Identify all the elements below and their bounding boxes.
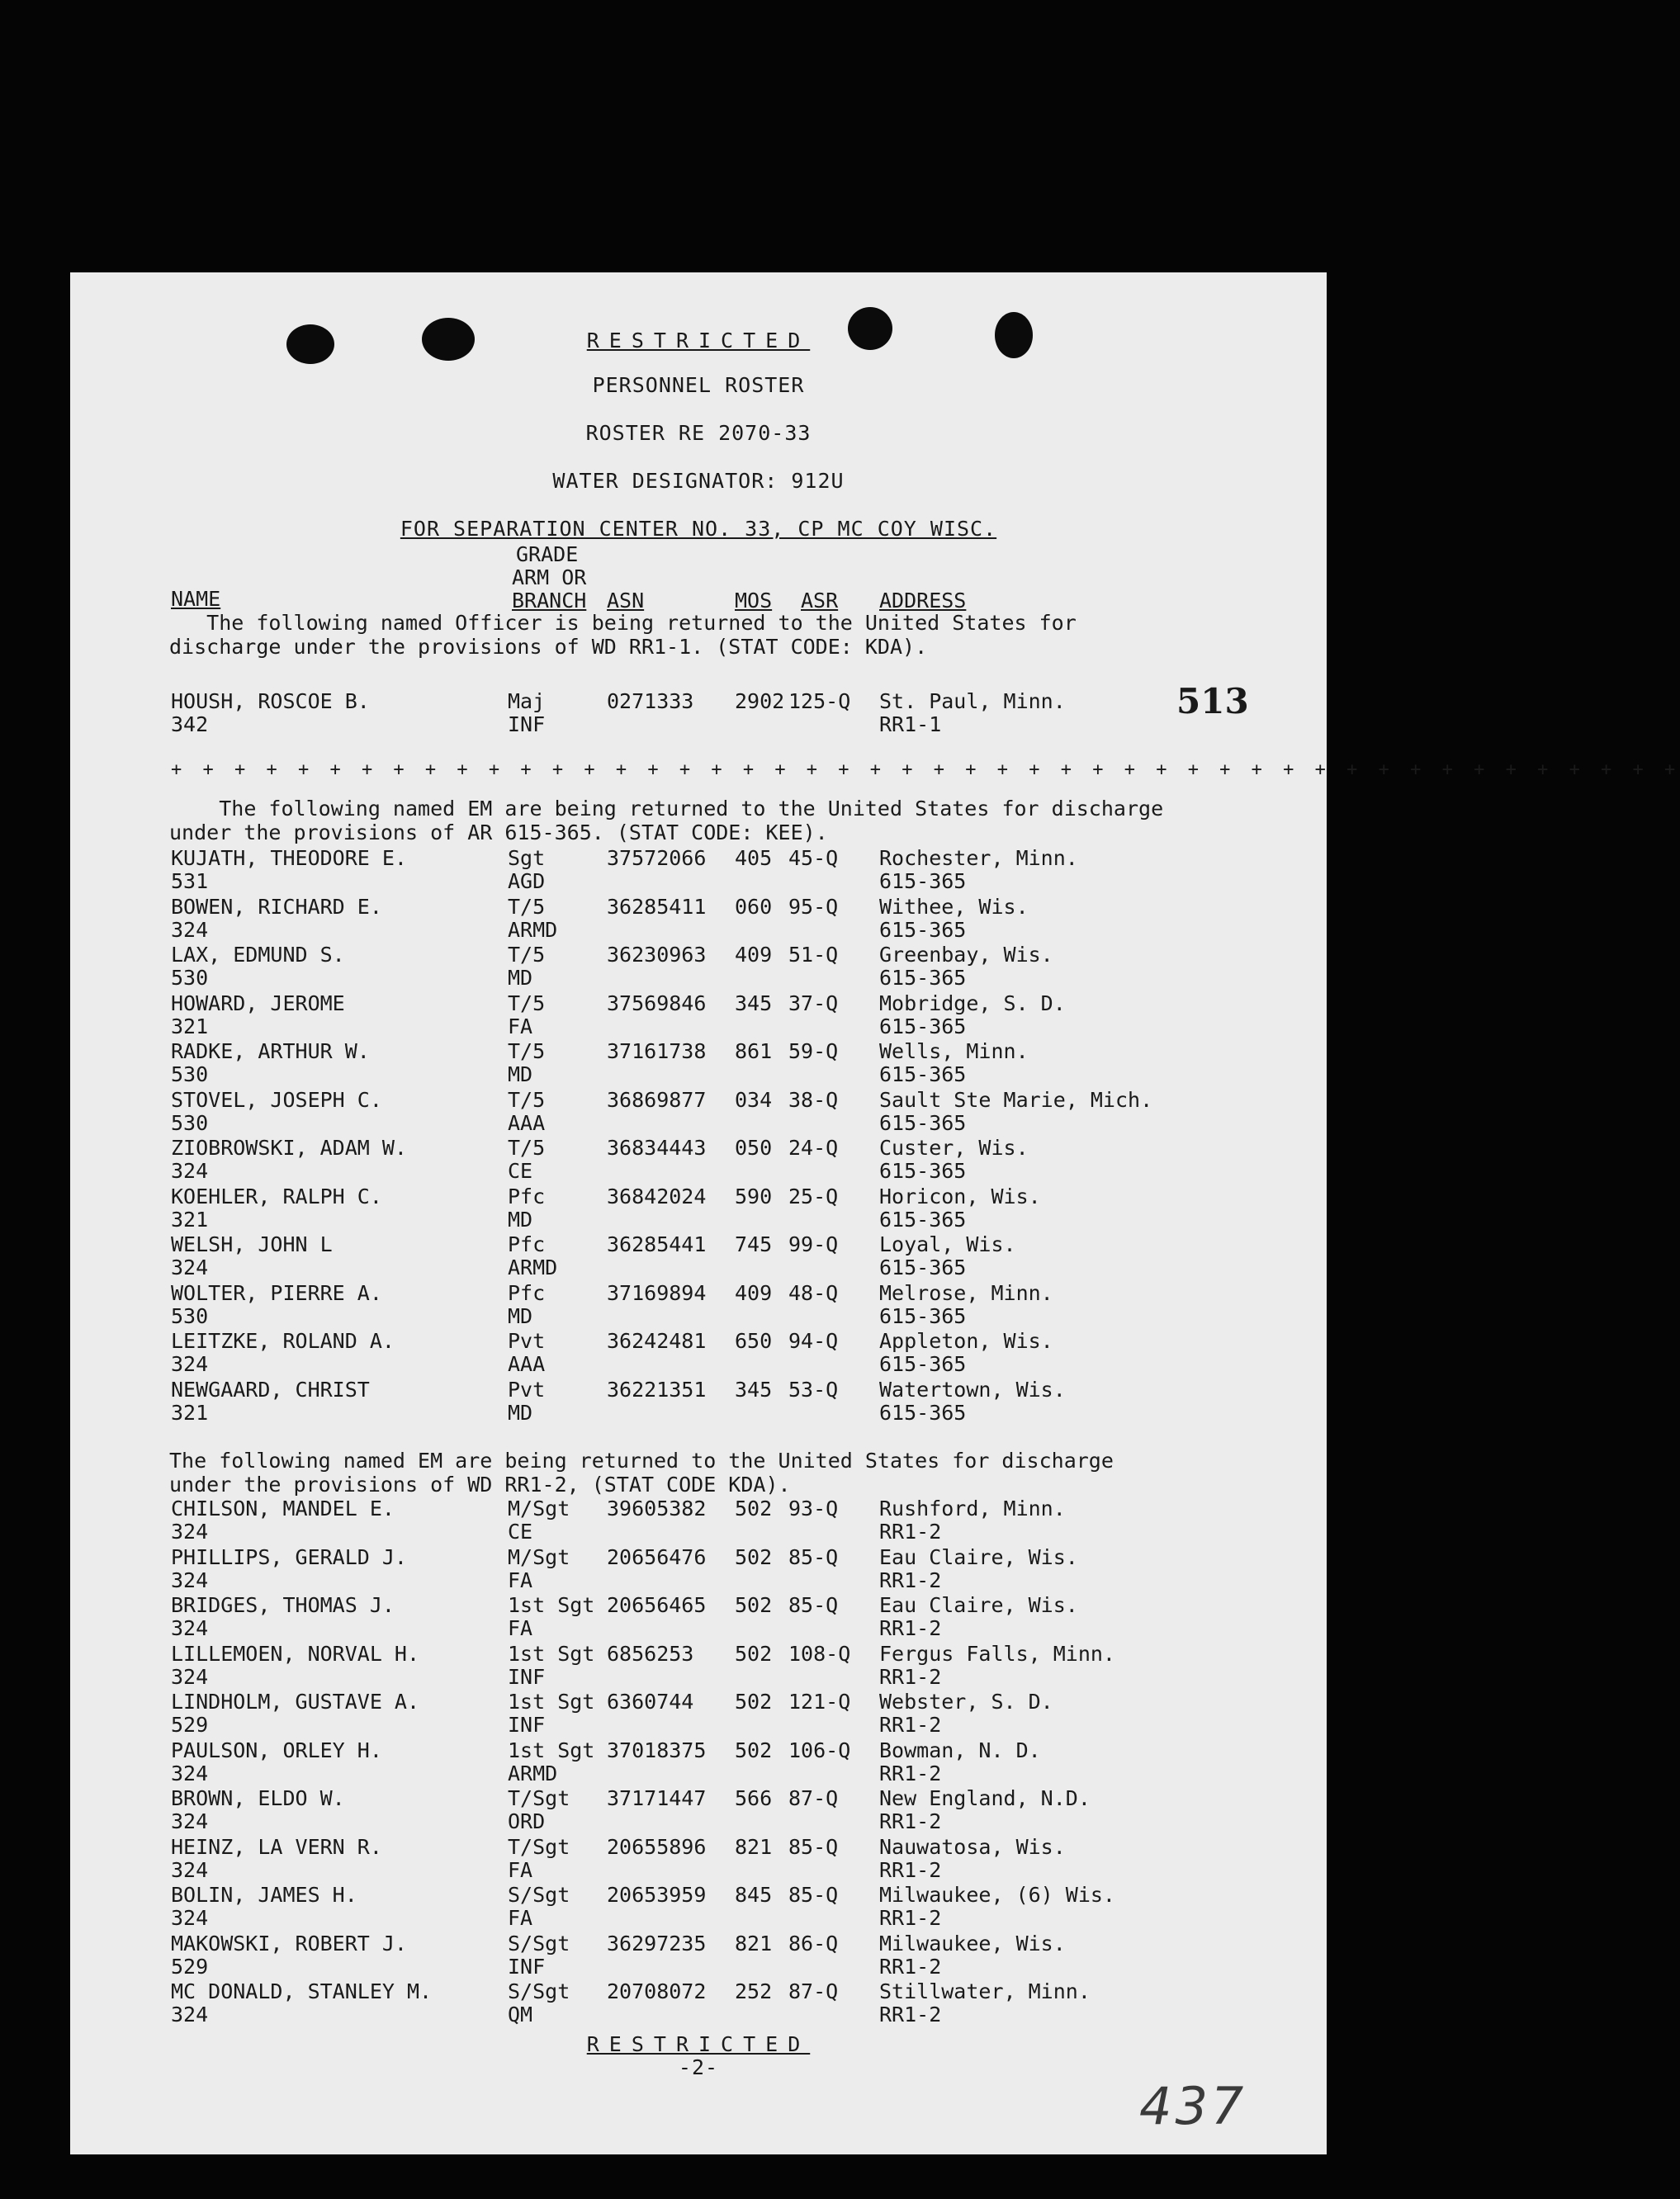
separation-center: FOR SEPARATION CENTER NO. 33, CP MC COY WISC. xyxy=(400,517,997,541)
roster-entry xyxy=(70,1593,1327,1641)
entry-grade: 1st Sgt xyxy=(508,1690,595,1714)
entry-address: New England, N.D. xyxy=(879,1786,1091,1810)
entry-asr: 108-Q xyxy=(788,1641,851,1666)
entry-code: 321 xyxy=(171,1014,209,1038)
entry-branch: FA xyxy=(508,1616,533,1640)
entry-grade: Pfc xyxy=(508,1232,546,1256)
entry-name: RADKE, ARTHUR W. xyxy=(171,1039,370,1063)
entry-code: 324 xyxy=(171,1520,209,1544)
entry-asn: 6360744 xyxy=(607,1690,694,1714)
entry-name: PHILLIPS, GERALD J. xyxy=(171,1544,407,1569)
entry-authority: 615-365 xyxy=(879,966,967,990)
roster-title: PERSONNEL ROSTER xyxy=(592,373,805,397)
roster-entry xyxy=(70,1136,1327,1184)
roster-number: ROSTER RE 2070-33 xyxy=(585,421,812,445)
entry-address: Wells, Minn. xyxy=(879,1039,1029,1063)
entry-asn: 36297235 xyxy=(607,1931,707,1955)
entry-authority: 615-365 xyxy=(879,1159,967,1183)
entry-asr: 95-Q xyxy=(788,894,839,919)
roster-entry xyxy=(70,689,1327,737)
entry-code: 531 xyxy=(171,869,209,893)
entry-asn: 36221351 xyxy=(607,1377,707,1402)
entry-mos: 502 xyxy=(735,1641,773,1666)
entry-address: Milwaukee, Wis. xyxy=(879,1931,1066,1955)
entry-mos: 502 xyxy=(735,1497,773,1520)
entry-name: LAX, EDMUND S. xyxy=(171,943,345,967)
entry-address: Horicon, Wis. xyxy=(879,1184,1041,1208)
entry-code: 530 xyxy=(171,1062,209,1086)
roster-entry xyxy=(70,1932,1327,1979)
column-arm-or: ARM OR xyxy=(512,565,587,589)
entry-authority: RR1-2 xyxy=(879,1857,942,1882)
entry-asn: 36242481 xyxy=(607,1329,707,1353)
entry-authority: RR1-2 xyxy=(879,1520,942,1544)
entry-address: Mobridge, S. D. xyxy=(879,991,1066,1015)
entry-code: 530 xyxy=(171,1303,209,1328)
handwritten-number: 437 xyxy=(1139,2076,1247,2136)
entry-grade: Pvt xyxy=(508,1377,546,1402)
entry-name: BOWEN, RICHARD E. xyxy=(171,894,382,919)
column-grade: GRADE xyxy=(516,542,579,566)
entry-branch: INF xyxy=(508,1954,546,1979)
entry-mos: 502 xyxy=(735,1544,773,1569)
entry-authority: RR1-2 xyxy=(879,2003,942,2026)
entry-asr: 86-Q xyxy=(788,1931,839,1955)
entry-code: 529 xyxy=(171,1954,209,1979)
officer-intro: The following named Officer is being returned to the United States for discharge under the provisions of WD RR1-1. (STAT CODE: KDA). xyxy=(169,611,1077,659)
entry-branch: INF xyxy=(508,712,546,736)
roster-entry xyxy=(70,1545,1327,1593)
entry-branch: FA xyxy=(508,1906,533,1930)
entry-name: WELSH, JOHN L xyxy=(171,1232,333,1256)
entry-mos: 821 xyxy=(735,1931,773,1955)
entry-asr: 106-Q xyxy=(788,1738,851,1762)
entry-asn: 37569846 xyxy=(607,991,707,1015)
entry-asr: 25-Q xyxy=(788,1184,839,1208)
column-mos: MOS xyxy=(735,589,773,612)
roster-entry xyxy=(70,1185,1327,1232)
entry-code: 530 xyxy=(171,1110,209,1135)
entry-grade: T/5 xyxy=(508,1039,546,1063)
entry-asr: 125-Q xyxy=(788,689,851,713)
entry-asn: 36285411 xyxy=(607,894,707,919)
entry-grade: Pfc xyxy=(508,1184,546,1208)
entry-mos: 502 xyxy=(735,1738,773,1762)
entry-mos: 252 xyxy=(735,1979,773,2003)
entry-asn: 36230963 xyxy=(607,943,707,967)
entry-name: KUJATH, THEODORE E. xyxy=(171,846,407,870)
entry-mos: 650 xyxy=(735,1329,773,1353)
entry-grade: Pfc xyxy=(508,1280,546,1305)
entry-asn: 0271333 xyxy=(607,689,694,713)
entry-address: Watertown, Wis. xyxy=(879,1377,1066,1402)
entry-grade: T/5 xyxy=(508,894,546,919)
entry-mos: 502 xyxy=(735,1593,773,1617)
entry-branch: ARMD xyxy=(508,917,558,942)
entry-asr: 87-Q xyxy=(788,1979,839,2003)
entry-grade: T/5 xyxy=(508,1087,546,1112)
entry-authority: 615-365 xyxy=(879,917,967,942)
entry-asr: 45-Q xyxy=(788,846,839,870)
column-address: ADDRESS xyxy=(879,589,967,612)
entry-name: HOUSH, ROSCOE B. xyxy=(171,689,370,713)
entry-code: 529 xyxy=(171,1713,209,1737)
entry-grade: Maj xyxy=(508,689,546,713)
entry-mos: 821 xyxy=(735,1834,773,1859)
roster-entry xyxy=(70,1497,1327,1544)
entry-branch: CE xyxy=(508,1159,533,1183)
entry-branch: ARMD xyxy=(508,1761,558,1785)
column-asn: ASN xyxy=(607,589,645,612)
entry-name: MC DONALD, STANLEY M. xyxy=(171,1979,433,2003)
roster-entry xyxy=(70,1232,1327,1280)
roster-entry xyxy=(70,1378,1327,1426)
entry-mos: 409 xyxy=(735,943,773,967)
entry-asr: 38-Q xyxy=(788,1087,839,1112)
entry-asr: 24-Q xyxy=(788,1136,839,1160)
entry-name: ZIOBROWSKI, ADAM W. xyxy=(171,1136,407,1160)
entry-branch: QM xyxy=(508,2003,533,2026)
entry-asn: 20656476 xyxy=(607,1544,707,1569)
entry-code: 324 xyxy=(171,1568,209,1592)
entry-address: Eau Claire, Wis. xyxy=(879,1544,1078,1569)
entry-name: LINDHOLM, GUSTAVE A. xyxy=(171,1690,420,1714)
entry-code: 324 xyxy=(171,2003,209,2026)
roster-entry xyxy=(70,1039,1327,1087)
entry-name: BRIDGES, THOMAS J. xyxy=(171,1593,395,1617)
entry-asr: 87-Q xyxy=(788,1786,839,1810)
entry-code: 324 xyxy=(171,1664,209,1689)
entry-asn: 37572066 xyxy=(607,846,707,870)
entry-authority: 615-365 xyxy=(879,1400,967,1425)
entry-authority: RR1-2 xyxy=(879,1906,942,1930)
entry-address: Nauwatosa, Wis. xyxy=(879,1834,1066,1859)
entry-address: Custer, Wis. xyxy=(879,1136,1029,1160)
entry-mos: 345 xyxy=(735,1377,773,1402)
entry-code: 321 xyxy=(171,1207,209,1232)
entry-address: Loyal, Wis. xyxy=(879,1232,1016,1256)
entry-authority: RR1-2 xyxy=(879,1568,942,1592)
entry-name: BROWN, ELDO W. xyxy=(171,1786,345,1810)
entry-name: PAULSON, ORLEY H. xyxy=(171,1738,382,1762)
entry-branch: FA xyxy=(508,1014,533,1038)
entry-grade: S/Sgt xyxy=(508,1883,570,1907)
document-page xyxy=(70,272,1680,2154)
entry-authority: 615-365 xyxy=(879,1303,967,1328)
roster-entry xyxy=(70,1835,1327,1883)
entry-asn: 36869877 xyxy=(607,1087,707,1112)
entry-name: LILLEMOEN, NORVAL H. xyxy=(171,1641,420,1666)
entry-asn: 37018375 xyxy=(607,1738,707,1762)
entry-address: Fergus Falls, Minn. xyxy=(879,1641,1115,1666)
entry-grade: Sgt xyxy=(508,846,546,870)
roster-entry xyxy=(70,1088,1327,1136)
restricted-header: RESTRICTED xyxy=(586,329,811,352)
entry-authority: RR1-2 xyxy=(879,1954,942,1979)
entry-branch: INF xyxy=(508,1713,546,1737)
entry-authority: RR1-2 xyxy=(879,1616,942,1640)
entry-mos: 845 xyxy=(735,1883,773,1907)
entry-branch: MD xyxy=(508,1207,533,1232)
entry-asn: 39605382 xyxy=(607,1497,707,1520)
entry-asr: 53-Q xyxy=(788,1377,839,1402)
entry-asr: 37-Q xyxy=(788,991,839,1015)
entry-authority: 615-365 xyxy=(879,1352,967,1376)
entry-asr: 85-Q xyxy=(788,1883,839,1907)
entry-mos: 345 xyxy=(735,991,773,1015)
entry-code: 324 xyxy=(171,1906,209,1930)
entry-branch: MD xyxy=(508,1303,533,1328)
roster-entry xyxy=(70,943,1327,991)
entry-mos: 566 xyxy=(735,1786,773,1810)
entry-asr: 59-Q xyxy=(788,1039,839,1063)
entry-asr: 93-Q xyxy=(788,1497,839,1520)
page-number: -2- xyxy=(678,2055,719,2079)
entry-address: Greenbay, Wis. xyxy=(879,943,1053,967)
entry-authority: 615-365 xyxy=(879,1256,967,1279)
roster-entry xyxy=(70,1642,1327,1690)
entry-grade: T/Sgt xyxy=(508,1834,570,1859)
entry-name: STOVEL, JOSEPH C. xyxy=(171,1087,382,1112)
entry-asn: 37161738 xyxy=(607,1039,707,1063)
entry-authority: RR1-2 xyxy=(879,1809,942,1833)
entry-branch: AGD xyxy=(508,869,546,893)
entry-authority: RR1-2 xyxy=(879,1664,942,1689)
entry-code: 321 xyxy=(171,1400,209,1425)
entry-asn: 37169894 xyxy=(607,1280,707,1305)
entry-grade: T/5 xyxy=(508,1136,546,1160)
entry-authority: RR1-1 xyxy=(879,712,942,736)
column-asr: ASR xyxy=(801,589,839,612)
entry-mos: 2902 xyxy=(735,689,785,713)
entry-address: Webster, S. D. xyxy=(879,1690,1053,1714)
entry-grade: S/Sgt xyxy=(508,1979,570,2003)
entry-asn: 36285441 xyxy=(607,1232,707,1256)
entry-name: HOWARD, JEROME xyxy=(171,991,345,1015)
roster-entry xyxy=(70,1786,1327,1834)
entry-branch: MD xyxy=(508,1400,533,1425)
entry-branch: AAA xyxy=(508,1352,546,1376)
entry-asn: 20655896 xyxy=(607,1834,707,1859)
entry-branch: ORD xyxy=(508,1809,546,1833)
roster-entry xyxy=(70,1883,1327,1931)
entry-code: 324 xyxy=(171,1159,209,1183)
entry-mos: 861 xyxy=(735,1039,773,1063)
entry-name: NEWGAARD, CHRIST xyxy=(171,1377,370,1402)
entry-address: Rochester, Minn. xyxy=(879,846,1078,870)
roster-entry xyxy=(70,1329,1327,1377)
entry-mos: 409 xyxy=(735,1280,773,1305)
entry-address: St. Paul, Minn. xyxy=(879,689,1066,713)
entry-branch: CE xyxy=(508,1520,533,1544)
entry-grade: T/5 xyxy=(508,991,546,1015)
entry-name: LEITZKE, ROLAND A. xyxy=(171,1329,395,1353)
entry-code: 324 xyxy=(171,1857,209,1882)
restricted-footer: RESTRICTED xyxy=(586,2032,811,2056)
entry-grade: T/5 xyxy=(508,943,546,967)
roster-entry xyxy=(70,1690,1327,1738)
entry-grade: 1st Sgt xyxy=(508,1593,595,1617)
entry-authority: 615-365 xyxy=(879,869,967,893)
entry-address: Withee, Wis. xyxy=(879,894,1029,919)
entry-authority: RR1-2 xyxy=(879,1761,942,1785)
entry-mos: 502 xyxy=(735,1690,773,1714)
section-divider: + + + + + + + + + + + + + + + + + + + + + + + + + + + + + + + + + + + + + + + + + + + + + + + + xyxy=(171,759,1680,780)
entry-asr: 99-Q xyxy=(788,1232,839,1256)
entry-authority: 615-365 xyxy=(879,1110,967,1135)
entry-address: Melrose, Minn. xyxy=(879,1280,1053,1305)
entry-branch: FA xyxy=(508,1568,533,1592)
entry-code: 324 xyxy=(171,1352,209,1376)
entry-grade: M/Sgt xyxy=(508,1497,570,1520)
entry-authority: 615-365 xyxy=(879,1207,967,1232)
entry-address: Bowman, N. D. xyxy=(879,1738,1041,1762)
entry-authority: 615-365 xyxy=(879,1062,967,1086)
entry-asr: 51-Q xyxy=(788,943,839,967)
entry-mos: 590 xyxy=(735,1184,773,1208)
entry-name: KOEHLER, RALPH C. xyxy=(171,1184,382,1208)
entry-branch: ARMD xyxy=(508,1256,558,1279)
roster-entry xyxy=(70,895,1327,943)
entry-address: Sault Ste Marie, Mich. xyxy=(879,1087,1153,1112)
entry-asr: 85-Q xyxy=(788,1593,839,1617)
entry-asn: 36842024 xyxy=(607,1184,707,1208)
entry-authority: 615-365 xyxy=(879,1014,967,1038)
entry-address: Milwaukee, (6) Wis. xyxy=(879,1883,1115,1907)
entry-asr: 121-Q xyxy=(788,1690,851,1714)
roster-entry xyxy=(70,1738,1327,1786)
entry-asn: 36834443 xyxy=(607,1136,707,1160)
roster-entry xyxy=(70,991,1327,1039)
entry-code: 342 xyxy=(171,712,209,736)
entry-grade: 1st Sgt xyxy=(508,1641,595,1666)
entry-branch: FA xyxy=(508,1857,533,1882)
entry-asr: 85-Q xyxy=(788,1834,839,1859)
entry-branch: INF xyxy=(508,1664,546,1689)
entry-code: 530 xyxy=(171,966,209,990)
entry-address: Eau Claire, Wis. xyxy=(879,1593,1078,1617)
roster-entry xyxy=(70,846,1327,894)
entry-asn: 20708072 xyxy=(607,1979,707,2003)
entry-name: BOLIN, JAMES H. xyxy=(171,1883,357,1907)
water-designator: WATER DESIGNATOR: 912U xyxy=(552,469,845,493)
stamp-number: 513 xyxy=(1176,681,1249,721)
entry-code: 324 xyxy=(171,1761,209,1785)
entry-name: HEINZ, LA VERN R. xyxy=(171,1834,382,1859)
column-name: NAME xyxy=(171,587,221,611)
entry-address: Appleton, Wis. xyxy=(879,1329,1053,1353)
entry-grade: Pvt xyxy=(508,1329,546,1353)
entry-code: 324 xyxy=(171,1809,209,1833)
entry-grade: 1st Sgt xyxy=(508,1738,595,1762)
entry-mos: 050 xyxy=(735,1136,773,1160)
entry-authority: RR1-2 xyxy=(879,1713,942,1737)
entry-grade: S/Sgt xyxy=(508,1931,570,1955)
entry-asr: 94-Q xyxy=(788,1329,839,1353)
entry-grade: T/Sgt xyxy=(508,1786,570,1810)
entry-name: WOLTER, PIERRE A. xyxy=(171,1280,382,1305)
entry-branch: MD xyxy=(508,1062,533,1086)
column-branch: BRANCH xyxy=(512,589,587,612)
entry-mos: 405 xyxy=(735,846,773,870)
entry-branch: MD xyxy=(508,966,533,990)
entry-asn: 20656465 xyxy=(607,1593,707,1617)
roster-entry xyxy=(70,1979,1327,2027)
enlisted-rr12-intro: The following named EM are being returned to the United States for discharge under the provisions of WD RR1-2, (STAT CODE KDA). xyxy=(169,1449,1114,1497)
entry-code: 324 xyxy=(171,917,209,942)
roster-entry xyxy=(70,1281,1327,1329)
entry-asn: 37171447 xyxy=(607,1786,707,1810)
enlisted-615-intro: The following named EM are being returned to the United States for discharge under the provisions of AR 615-365. (STAT CODE: KEE). xyxy=(169,797,1164,844)
entry-asn: 20653959 xyxy=(607,1883,707,1907)
entry-branch: AAA xyxy=(508,1110,546,1135)
entry-code: 324 xyxy=(171,1616,209,1640)
entry-asr: 85-Q xyxy=(788,1544,839,1569)
entry-address: Rushford, Minn. xyxy=(879,1497,1066,1520)
entry-mos: 034 xyxy=(735,1087,773,1112)
entry-asr: 48-Q xyxy=(788,1280,839,1305)
entry-grade: M/Sgt xyxy=(508,1544,570,1569)
entry-asn: 6856253 xyxy=(607,1641,694,1666)
entry-name: CHILSON, MANDEL E. xyxy=(171,1497,395,1520)
entry-address: Stillwater, Minn. xyxy=(879,1979,1091,2003)
entry-mos: 745 xyxy=(735,1232,773,1256)
entry-name: MAKOWSKI, ROBERT J. xyxy=(171,1931,407,1955)
entry-code: 324 xyxy=(171,1256,209,1279)
entry-mos: 060 xyxy=(735,894,773,919)
